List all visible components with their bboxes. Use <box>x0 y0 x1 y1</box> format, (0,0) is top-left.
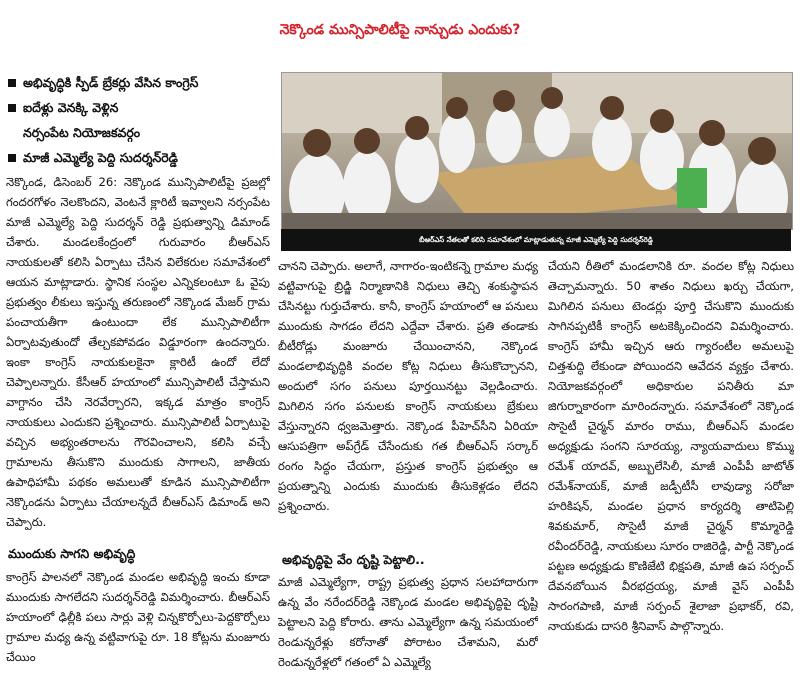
article-column-2 <box>278 256 538 548</box>
bullet-text: మాజీ ఎమ్మెల్యే పెద్ది సుదర్శన్‌రెడ్డి <box>23 150 178 165</box>
square-bullet-icon <box>8 154 16 162</box>
article-column-3 <box>548 256 794 666</box>
bullet-list <box>8 72 270 172</box>
article-paragraph: కాంగ్రెస్ పాలనలో నెక్కొండ మండల అభివృద్ధి ఇంచు కూడా ముందుకు సాగలేదని సుదర్శన్‌రెడ్డి విమర్శించారు. బీఆర్ఎస్ హయాంలో ఢిల్లీకి పలు సార్లు వెళ్లి చిన్నకొర్పోలు-పెద్దకొర్పోలు గ్రామాల మధ్య ఉన్న వట్టివాగుపై రూ. 18 కోట్లను మంజూరు చేయిం <box>6 570 270 664</box>
subheading: అభివృద్ధిపై వేం దృష్టి పెట్టాలి.. <box>282 552 425 567</box>
square-bullet-icon <box>8 104 16 112</box>
news-photo <box>281 72 793 230</box>
bullet-item <box>8 122 270 144</box>
bullet-item <box>8 97 270 119</box>
article-paragraph: నెక్కొండ, డిసెంబర్ 26: నెక్కొండ మున్సిపాలిటీపై ప్రజల్లో గందరగోళం నెలకొందని, వెంటనే క్లారిటీ ఇవ్వాలని నర్సంపేట మాజీ ఎమ్మెల్యే పెద్ది సుదర్శన్ రెడ్డి ప్రభుత్వాన్ని డిమాండ్ చేశారు. మండలకేంద్రంలో గురువారం బీఆర్ఎస్ నాయకులతో కలిసి ఏర్పాటు చేసిన విలేకరుల సమావేశంలో ఆయన మాట్లాడారు. స్థానిక సంస్థల ఎన్నికలంటూ ఓ వైపు ప్రభుత్వం లీకులు ఇస్తున్న తరుణంలో నెక్కొండ మేజర్ గ్రామ పంచాయతీగా ఉంటుందా లేక మున్సిపాలిటీగా ఏర్పాటవుతుందో తేల్చకపోవడం విడ్డూరంగా ఉందన్నారు. ఇంకా కాంగ్రెస్ నాయకులకైనా క్లారిటీ ఉందో లేదో చెప్పాలన్నారు. కేసీఆర్ హయాంలో మున్సిపాలిటీ చేస్తామని వాగ్దానం చేసి నెరవేర్చారని, ఇక్కడ మాత్రం కాంగ్రెస్ నాయకులు ఎందుకని ప్రశ్నించారు. మున్సిపాలిటీ ఏర్పాటుపై వచ్చిన అభ్యంతరాలను గౌరవించాలని, కలిసి వచ్చే గ్రామాలను తీసుకొని ముందుకు సాగాలని, జాతీయ ఉపాధిహామీ పథకం అమలుతో కూడిన మున్సిపాలిటీగా నెక్కొండను ఏర్పాటు చేయాలన్నదే బీఆర్ఎస్ డిమాండ్ అని చెప్పారు. <box>6 175 270 529</box>
bullet-item <box>8 147 270 169</box>
article-column-1 <box>6 172 270 542</box>
photo-caption: బీఆర్ఎస్ నేతలతో కలిసి సమావేశంలో మాట్లాడుతున్న మాజీ ఎమ్మెల్యే పెద్ది సుదర్శన్‌రెడ్డి <box>281 229 791 251</box>
bullet-text: ఐదేళ్లు వెనక్కి వెళ్లిన <box>23 100 119 115</box>
article-column-2-continued <box>278 572 538 670</box>
article-paragraph: చానని చెప్పారు. అలాగే, నాగారం-ఇంటికన్నె గ్రామాల మధ్య వట్టివాగుపై బ్రిడ్జి నిర్మాణానికి నిధులు తెచ్చి శంకుస్థాపన చేసినట్టు గుర్తుచేశారు. కానీ, కాంగ్రెస్ హయాంలో ఆ పనులు ముందుకు సాగడం లేదని ఎద్దేవా చేశారు. ప్రతి తండాకు బీటీరోడ్లు మంజూరు చేయించానని, నెక్కొండ మండలాభివృద్ధికి వందల కోట్ల నిధులు తీసుకొచ్చానని, అందులో సగం పనులు పూర్తయినట్టు వెల్లడించారు. మిగిలిన సగం పనులకు కాంగ్రెస్ నాయకులు బ్రేకులు వేస్తున్నారని ధ్వజమెత్తారు. నెక్కొండ పీహెచ్‌సీని ఏరియా ఆసుపత్రిగా అప్‌గ్రేడ్ చేసేందుకు గత బీఆర్ఎస్ సర్కార్ రంగం సిద్ధం చేయగా, ప్రస్తుత కాంగ్రెస్ ప్రభుత్వం ఆ ప్రయత్నాన్ని ఎందుకు ముందుకు తీసుకెళ్లడం లేదని ప్రశ్నించారు. <box>278 259 538 513</box>
bullet-item <box>8 72 270 94</box>
bullet-text: నర్సంపేట నియోజకవర్గం <box>23 125 141 140</box>
bullet-text: అభివృద్ధికి స్పీడ్ బ్రేకర్లు వేసిన కాంగ్రెస్ <box>23 75 199 90</box>
subheading: ముందుకు సాగని అభివృద్ధి <box>8 546 136 561</box>
square-bullet-icon <box>8 79 16 87</box>
article-paragraph: చేయని రీతిలో మండలానికి రూ. వందల కోట్ల నిధులు తెచ్చామన్నారు. 50 శాతం నిధులు ఖర్చు చేయగా, మిగిలిన పనులు టెండర్లు పూర్తి చేసుకొని ముందుకు సాగినప్పటికీ కాంగ్రెస్ అటకెక్కించిందని విమర్శించారు. కాంగ్రెస్ హామీ ఇచ్చిన ఆరు గ్యారంటీల అమలుపై చిత్తశుద్ధి లేకుండా పోయిందని ఆవేదన వ్యక్తం చేశారు. నియోజకవర్గంలో అధికారుల పనితీరు మా జిగుర్నాకారంగా మారిందన్నారు. సమావేశంలో నెక్కొండ సొసైటీ చైర్మన్ మారం రాము, బీఆర్ఎస్ మండల అధ్యక్షుడు సంగని సూరయ్య, న్యాయవాదులు కొమ్ము రమేశ్ యాదవ్, అబ్బులేసిలీ, మాజీ ఎంపీపీ జాటోత్ రమేశ్‌నాయక్, మాజీ జడ్పీటీసీ లావుడ్యా సరోజా హరికిషన్, మండల ప్రధాన కార్యదర్శి తాటిపెల్లి శివకుమార్, సొసైటీ మాజీ చైర్మన్ కొమ్మారెడ్డి రవీందర్‌రెడ్డి, నాయకులు సూరం రాజిరెడ్డి, పార్టీ నెక్కొండ పట్టణ అధ్యక్షుడు కొణిజేటి భిక్షపతి, మాజీ ఉప సర్పంచ్ దేవనబోయిన వీరభద్రయ్య, మాజీ వైస్ ఎంపీపీ సారంగపాణి, మాజీ సర్పంచ్ శైలాజా ప్రభాకర్, రవి, నాయకుడు దాసరి శ్రీనివాస్ పాల్గొన్నారు. <box>548 259 794 633</box>
meeting-photo-illustration <box>282 73 792 229</box>
article-paragraph: మాజీ ఎమ్మెల్యేగా, రాష్ట్ర ప్రభుత్వ ప్రధాన సలహాదారుగా ఉన్న వేం నరేందర్‌రెడ్డి నెక్కొండ మండల అభివృద్ధిపై దృష్టి పెట్టాలని పెద్ది కోరారు. తాను ఎమ్మెల్యేగా ఉన్న సమయంలో రెండున్నరేళ్లు కరోనాతో పోరాటం చేశామని, మరో రెండున్నరేళ్లలో గతంలో ఏ ఎమ్మెల్యే <box>278 575 538 669</box>
headline: నెక్కొండ మున్సిపాలిటీపై నాన్చుడు ఎందుకు? <box>279 21 521 38</box>
article-column-1-continued <box>6 567 270 667</box>
